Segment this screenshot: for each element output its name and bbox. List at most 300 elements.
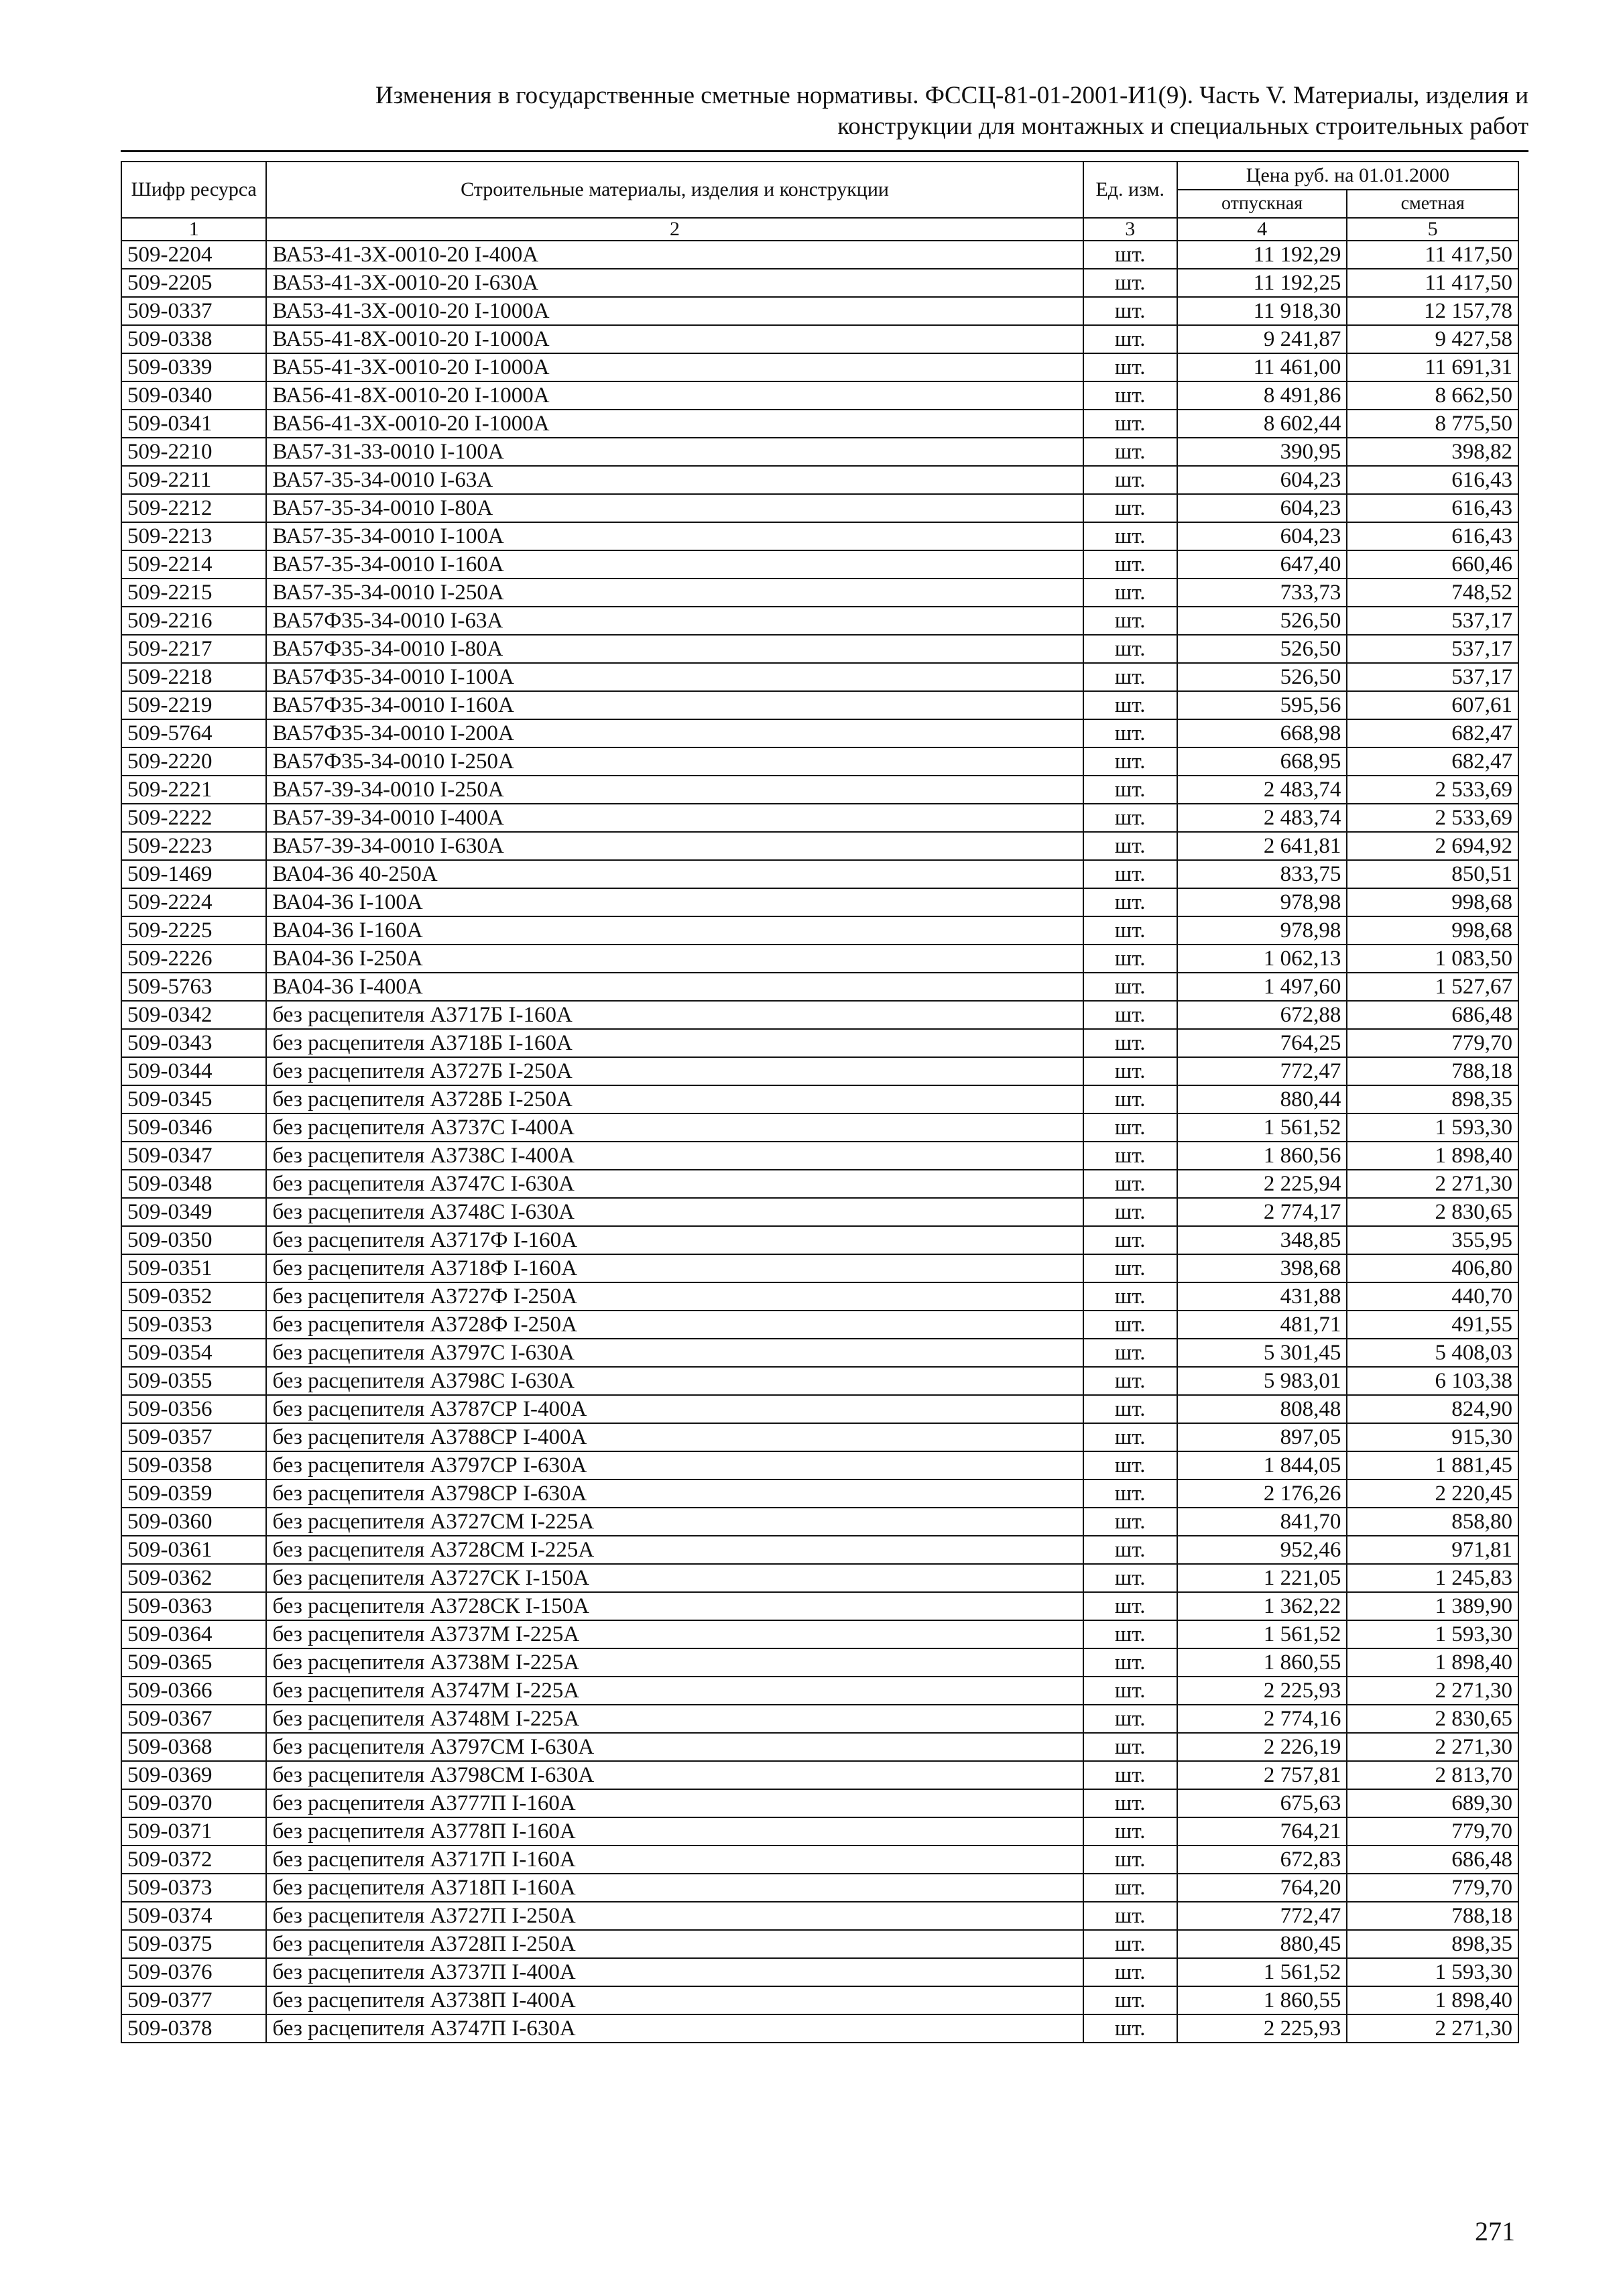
release-price: 481,71 bbox=[1177, 1311, 1347, 1339]
resource-code: 509-0364 bbox=[121, 1620, 266, 1648]
table-row bbox=[121, 466, 1518, 494]
material-name: без расцепителя А3727Ф I-250А bbox=[266, 1282, 1083, 1311]
resource-code: 509-2219 bbox=[121, 691, 266, 719]
column-number: 2 bbox=[266, 218, 1083, 241]
unit: шт. bbox=[1083, 888, 1177, 916]
resource-code: 509-0374 bbox=[121, 1902, 266, 1930]
unit: шт. bbox=[1083, 353, 1177, 381]
release-price: 1 561,52 bbox=[1177, 1958, 1347, 1986]
material-name: ВА53-41-3Х-0010-20 I-1000А bbox=[266, 297, 1083, 325]
resource-code: 509-0377 bbox=[121, 1986, 266, 2014]
estimate-price: 2 830,65 bbox=[1347, 1198, 1518, 1226]
release-price: 2 226,19 bbox=[1177, 1733, 1347, 1761]
release-price: 2 225,94 bbox=[1177, 1170, 1347, 1198]
resource-code: 509-0367 bbox=[121, 1705, 266, 1733]
release-price: 1 561,52 bbox=[1177, 1620, 1347, 1648]
estimate-price: 537,17 bbox=[1347, 663, 1518, 691]
material-name: без расцепителя А3717П I-160А bbox=[266, 1846, 1083, 1874]
release-price: 772,47 bbox=[1177, 1057, 1347, 1085]
column-number: 4 bbox=[1177, 218, 1347, 241]
release-price: 348,85 bbox=[1177, 1226, 1347, 1254]
unit: шт. bbox=[1083, 1311, 1177, 1339]
material-name: ВА04-36 I-100А bbox=[266, 888, 1083, 916]
estimate-price: 686,48 bbox=[1347, 1846, 1518, 1874]
unit: шт. bbox=[1083, 550, 1177, 579]
resource-code: 509-0345 bbox=[121, 1085, 266, 1113]
table-row bbox=[121, 325, 1518, 353]
resource-code: 509-2224 bbox=[121, 888, 266, 916]
release-price: 1 221,05 bbox=[1177, 1564, 1347, 1592]
release-price: 668,95 bbox=[1177, 747, 1347, 776]
table-row bbox=[121, 832, 1518, 860]
table-row bbox=[121, 1592, 1518, 1620]
material-name: без расцепителя А3738С I-400А bbox=[266, 1142, 1083, 1170]
estimate-price: 440,70 bbox=[1347, 1282, 1518, 1311]
material-name: без расцепителя А3718Б I-160А bbox=[266, 1029, 1083, 1057]
unit: шт. bbox=[1083, 916, 1177, 945]
resource-code: 509-0356 bbox=[121, 1395, 266, 1423]
table-row bbox=[121, 635, 1518, 663]
table-row bbox=[121, 1198, 1518, 1226]
unit: шт. bbox=[1083, 1367, 1177, 1395]
material-name: ВА57Ф35-34-0010 I-100А bbox=[266, 663, 1083, 691]
material-name: без расцепителя А3797СМ I-630А bbox=[266, 1733, 1083, 1761]
estimate-price: 2 271,30 bbox=[1347, 2014, 1518, 2043]
resource-code: 509-0357 bbox=[121, 1423, 266, 1451]
table-row bbox=[121, 719, 1518, 747]
estimate-price: 537,17 bbox=[1347, 635, 1518, 663]
material-name: ВА57-39-34-0010 I-250А bbox=[266, 776, 1083, 804]
unit: шт. bbox=[1083, 297, 1177, 325]
table-row bbox=[121, 522, 1518, 550]
table-row bbox=[121, 381, 1518, 410]
table-row bbox=[121, 1113, 1518, 1142]
estimate-price: 491,55 bbox=[1347, 1311, 1518, 1339]
estimate-price: 915,30 bbox=[1347, 1423, 1518, 1451]
unit: шт. bbox=[1083, 832, 1177, 860]
table-row bbox=[121, 1986, 1518, 2014]
estimate-price: 1 527,67 bbox=[1347, 973, 1518, 1001]
unit: шт. bbox=[1083, 1620, 1177, 1648]
unit: шт. bbox=[1083, 1170, 1177, 1198]
unit: шт. bbox=[1083, 607, 1177, 635]
release-price: 8 602,44 bbox=[1177, 410, 1347, 438]
unit: шт. bbox=[1083, 1423, 1177, 1451]
material-name: ВА57-35-34-0010 I-160А bbox=[266, 550, 1083, 579]
estimate-price: 1 593,30 bbox=[1347, 1620, 1518, 1648]
resource-code: 509-0337 bbox=[121, 297, 266, 325]
table-row bbox=[121, 1817, 1518, 1846]
unit: шт. bbox=[1083, 663, 1177, 691]
resource-code: 509-5764 bbox=[121, 719, 266, 747]
resource-code: 509-0365 bbox=[121, 1648, 266, 1677]
release-price: 808,48 bbox=[1177, 1395, 1347, 1423]
resource-code: 509-0362 bbox=[121, 1564, 266, 1592]
table-row bbox=[121, 579, 1518, 607]
material-name: ВА04-36 I-400А bbox=[266, 973, 1083, 1001]
estimate-price: 898,35 bbox=[1347, 1930, 1518, 1958]
estimate-price: 8 662,50 bbox=[1347, 381, 1518, 410]
resource-code: 509-0341 bbox=[121, 410, 266, 438]
material-name: без расцепителя А3717Ф I-160А bbox=[266, 1226, 1083, 1254]
estimate-price: 616,43 bbox=[1347, 494, 1518, 522]
unit: шт. bbox=[1083, 522, 1177, 550]
unit: шт. bbox=[1083, 1451, 1177, 1479]
unit: шт. bbox=[1083, 466, 1177, 494]
resource-code: 509-2220 bbox=[121, 747, 266, 776]
material-name: без расцепителя А3737М I-225А bbox=[266, 1620, 1083, 1648]
unit: шт. bbox=[1083, 1226, 1177, 1254]
unit: шт. bbox=[1083, 1705, 1177, 1733]
release-price: 772,47 bbox=[1177, 1902, 1347, 1930]
release-price: 11 918,30 bbox=[1177, 297, 1347, 325]
release-price: 11 461,00 bbox=[1177, 353, 1347, 381]
table-row bbox=[121, 1029, 1518, 1057]
unit: шт. bbox=[1083, 579, 1177, 607]
estimate-price: 779,70 bbox=[1347, 1874, 1518, 1902]
release-price: 11 192,29 bbox=[1177, 241, 1347, 269]
resource-code: 509-0370 bbox=[121, 1789, 266, 1817]
table-row bbox=[121, 663, 1518, 691]
column-number: 3 bbox=[1083, 218, 1177, 241]
release-price: 2 641,81 bbox=[1177, 832, 1347, 860]
estimate-price: 1 593,30 bbox=[1347, 1958, 1518, 1986]
column-number-row bbox=[121, 218, 1518, 241]
unit: шт. bbox=[1083, 1057, 1177, 1085]
unit: шт. bbox=[1083, 1930, 1177, 1958]
resource-code: 509-0348 bbox=[121, 1170, 266, 1198]
release-price: 604,23 bbox=[1177, 522, 1347, 550]
unit: шт. bbox=[1083, 1029, 1177, 1057]
unit: шт. bbox=[1083, 1564, 1177, 1592]
estimate-price: 971,81 bbox=[1347, 1536, 1518, 1564]
unit: шт. bbox=[1083, 635, 1177, 663]
unit: шт. bbox=[1083, 241, 1177, 269]
resource-code: 509-0361 bbox=[121, 1536, 266, 1564]
release-price: 841,70 bbox=[1177, 1508, 1347, 1536]
material-name: без расцепителя А3718Ф I-160А bbox=[266, 1254, 1083, 1282]
header-price: Цена руб. на 01.01.2000 bbox=[1177, 162, 1518, 190]
release-price: 672,83 bbox=[1177, 1846, 1347, 1874]
resource-code: 509-0359 bbox=[121, 1479, 266, 1508]
estimate-price: 11 691,31 bbox=[1347, 353, 1518, 381]
material-name: без расцепителя А3737П I-400А bbox=[266, 1958, 1083, 1986]
resource-code: 509-0376 bbox=[121, 1958, 266, 1986]
unit: шт. bbox=[1083, 1536, 1177, 1564]
estimate-price: 788,18 bbox=[1347, 1902, 1518, 1930]
release-price: 897,05 bbox=[1177, 1423, 1347, 1451]
table-row bbox=[121, 1508, 1518, 1536]
material-name: без расцепителя А3777П I-160А bbox=[266, 1789, 1083, 1817]
release-price: 880,44 bbox=[1177, 1085, 1347, 1113]
unit: шт. bbox=[1083, 1902, 1177, 1930]
release-price: 9 241,87 bbox=[1177, 325, 1347, 353]
table-row bbox=[121, 2014, 1518, 2043]
material-name: без расцепителя А3737С I-400А bbox=[266, 1113, 1083, 1142]
table-row bbox=[121, 1677, 1518, 1705]
unit: шт. bbox=[1083, 1789, 1177, 1817]
table-row bbox=[121, 1564, 1518, 1592]
estimate-price: 2 220,45 bbox=[1347, 1479, 1518, 1508]
material-name: ВА57-39-34-0010 I-400А bbox=[266, 804, 1083, 832]
material-name: без расцепителя А3718П I-160А bbox=[266, 1874, 1083, 1902]
release-price: 668,98 bbox=[1177, 719, 1347, 747]
unit: шт. bbox=[1083, 1733, 1177, 1761]
table-row bbox=[121, 1282, 1518, 1311]
unit: шт. bbox=[1083, 269, 1177, 297]
resource-code: 509-2226 bbox=[121, 945, 266, 973]
resource-code: 509-0342 bbox=[121, 1001, 266, 1029]
estimate-price: 682,47 bbox=[1347, 747, 1518, 776]
table-row bbox=[121, 1733, 1518, 1761]
material-name: ВА57-35-34-0010 I-63А bbox=[266, 466, 1083, 494]
resource-code: 509-0358 bbox=[121, 1451, 266, 1479]
estimate-price: 1 898,40 bbox=[1347, 1986, 1518, 2014]
header-line-2: конструкции для монтажных и специальных строительных работ bbox=[837, 113, 1528, 140]
table-row bbox=[121, 241, 1518, 269]
table-body bbox=[121, 241, 1518, 2043]
unit: шт. bbox=[1083, 1874, 1177, 1902]
page-header bbox=[121, 80, 1528, 142]
resource-code: 509-0347 bbox=[121, 1142, 266, 1170]
material-name: без расцепителя А3728СК I-150А bbox=[266, 1592, 1083, 1620]
release-price: 1 497,60 bbox=[1177, 973, 1347, 1001]
estimate-price: 398,82 bbox=[1347, 438, 1518, 466]
unit: шт. bbox=[1083, 1395, 1177, 1423]
estimate-price: 2 533,69 bbox=[1347, 776, 1518, 804]
unit: шт. bbox=[1083, 945, 1177, 973]
unit: шт. bbox=[1083, 1761, 1177, 1789]
release-price: 526,50 bbox=[1177, 635, 1347, 663]
release-price: 2 483,74 bbox=[1177, 804, 1347, 832]
material-name: ВА57Ф35-34-0010 I-160А bbox=[266, 691, 1083, 719]
unit: шт. bbox=[1083, 1986, 1177, 2014]
estimate-price: 748,52 bbox=[1347, 579, 1518, 607]
estimate-price: 779,70 bbox=[1347, 1029, 1518, 1057]
column-number: 5 bbox=[1347, 218, 1518, 241]
material-name: без расцепителя А3747П I-630А bbox=[266, 2014, 1083, 2043]
table-row bbox=[121, 973, 1518, 1001]
estimate-price: 9 427,58 bbox=[1347, 325, 1518, 353]
resource-code: 509-0354 bbox=[121, 1339, 266, 1367]
table-row bbox=[121, 1930, 1518, 1958]
estimate-price: 2 271,30 bbox=[1347, 1677, 1518, 1705]
table-row bbox=[121, 916, 1518, 945]
material-name: без расцепителя А3727П I-250А bbox=[266, 1902, 1083, 1930]
estimate-price: 537,17 bbox=[1347, 607, 1518, 635]
resource-code: 509-2214 bbox=[121, 550, 266, 579]
estimate-price: 2 533,69 bbox=[1347, 804, 1518, 832]
resource-code: 509-2210 bbox=[121, 438, 266, 466]
header-rule bbox=[121, 150, 1528, 152]
resource-code: 509-2212 bbox=[121, 494, 266, 522]
release-price: 764,20 bbox=[1177, 1874, 1347, 1902]
release-price: 733,73 bbox=[1177, 579, 1347, 607]
release-price: 2 225,93 bbox=[1177, 2014, 1347, 2043]
resource-code: 509-0353 bbox=[121, 1311, 266, 1339]
estimate-price: 898,35 bbox=[1347, 1085, 1518, 1113]
resource-code: 509-0355 bbox=[121, 1367, 266, 1395]
table-row bbox=[121, 1001, 1518, 1029]
resource-code: 509-0369 bbox=[121, 1761, 266, 1789]
table-row bbox=[121, 1451, 1518, 1479]
table-row bbox=[121, 550, 1518, 579]
release-price: 833,75 bbox=[1177, 860, 1347, 888]
table-row bbox=[121, 269, 1518, 297]
table-row bbox=[121, 1254, 1518, 1282]
material-name: без расцепителя А3797СР I-630А bbox=[266, 1451, 1083, 1479]
unit: шт. bbox=[1083, 1001, 1177, 1029]
unit: шт. bbox=[1083, 381, 1177, 410]
estimate-price: 689,30 bbox=[1347, 1789, 1518, 1817]
resource-code: 509-0373 bbox=[121, 1874, 266, 1902]
material-name: без расцепителя А3798СМ I-630А bbox=[266, 1761, 1083, 1789]
table-row bbox=[121, 494, 1518, 522]
release-price: 604,23 bbox=[1177, 466, 1347, 494]
table-row bbox=[121, 888, 1518, 916]
estimate-price: 5 408,03 bbox=[1347, 1339, 1518, 1367]
unit: шт. bbox=[1083, 1198, 1177, 1226]
unit: шт. bbox=[1083, 410, 1177, 438]
material-name: без расцепителя А3728СМ I-225А bbox=[266, 1536, 1083, 1564]
header-code: Шифр ресурса bbox=[121, 162, 266, 218]
table-row bbox=[121, 1085, 1518, 1113]
release-price: 1 844,05 bbox=[1177, 1451, 1347, 1479]
release-price: 2 757,81 bbox=[1177, 1761, 1347, 1789]
material-name: ВА57-35-34-0010 I-100А bbox=[266, 522, 1083, 550]
resource-code: 509-2217 bbox=[121, 635, 266, 663]
release-price: 1 062,13 bbox=[1177, 945, 1347, 973]
unit: шт. bbox=[1083, 719, 1177, 747]
estimate-price: 1 083,50 bbox=[1347, 945, 1518, 973]
release-price: 595,56 bbox=[1177, 691, 1347, 719]
unit: шт. bbox=[1083, 1142, 1177, 1170]
materials-table bbox=[121, 161, 1519, 2043]
release-price: 880,45 bbox=[1177, 1930, 1347, 1958]
release-price: 2 225,93 bbox=[1177, 1677, 1347, 1705]
header-unit: Ед. изм. bbox=[1083, 162, 1177, 218]
release-price: 2 774,17 bbox=[1177, 1198, 1347, 1226]
unit: шт. bbox=[1083, 1479, 1177, 1508]
table-row bbox=[121, 1367, 1518, 1395]
unit: шт. bbox=[1083, 1508, 1177, 1536]
resource-code: 509-0375 bbox=[121, 1930, 266, 1958]
estimate-price: 2 813,70 bbox=[1347, 1761, 1518, 1789]
table-row bbox=[121, 297, 1518, 325]
material-name: без расцепителя А3728Ф I-250А bbox=[266, 1311, 1083, 1339]
table-row bbox=[121, 691, 1518, 719]
table-row bbox=[121, 945, 1518, 973]
estimate-price: 2 271,30 bbox=[1347, 1733, 1518, 1761]
estimate-price: 1 898,40 bbox=[1347, 1142, 1518, 1170]
resource-code: 509-0350 bbox=[121, 1226, 266, 1254]
table-row bbox=[121, 438, 1518, 466]
material-name: без расцепителя А3747С I-630А bbox=[266, 1170, 1083, 1198]
release-price: 2 176,26 bbox=[1177, 1479, 1347, 1508]
material-name: без расцепителя А3797С I-630А bbox=[266, 1339, 1083, 1367]
material-name: без расцепителя А3798С I-630А bbox=[266, 1367, 1083, 1395]
material-name: без расцепителя А3717Б I-160А bbox=[266, 1001, 1083, 1029]
unit: шт. bbox=[1083, 1254, 1177, 1282]
unit: шт. bbox=[1083, 1817, 1177, 1846]
resource-code: 509-0372 bbox=[121, 1846, 266, 1874]
release-price: 675,63 bbox=[1177, 1789, 1347, 1817]
estimate-price: 1 389,90 bbox=[1347, 1592, 1518, 1620]
resource-code: 509-0338 bbox=[121, 325, 266, 353]
material-name: ВА55-41-3Х-0010-20 I-1000А bbox=[266, 353, 1083, 381]
unit: шт. bbox=[1083, 691, 1177, 719]
header-estimate-price: сметная bbox=[1347, 190, 1518, 218]
estimate-price: 824,90 bbox=[1347, 1395, 1518, 1423]
estimate-price: 11 417,50 bbox=[1347, 269, 1518, 297]
resource-code: 509-0366 bbox=[121, 1677, 266, 1705]
material-name: без расцепителя А3727Б I-250А bbox=[266, 1057, 1083, 1085]
resource-code: 509-0363 bbox=[121, 1592, 266, 1620]
material-name: без расцепителя А3778П I-160А bbox=[266, 1817, 1083, 1846]
material-name: ВА57-35-34-0010 I-80А bbox=[266, 494, 1083, 522]
page-number: 271 bbox=[1475, 2216, 1515, 2246]
unit: шт. bbox=[1083, 1648, 1177, 1677]
material-name: ВА57Ф35-34-0010 I-63А bbox=[266, 607, 1083, 635]
table-row bbox=[121, 1170, 1518, 1198]
release-price: 764,25 bbox=[1177, 1029, 1347, 1057]
table-row bbox=[121, 1958, 1518, 1986]
table-row bbox=[121, 410, 1518, 438]
resource-code: 509-2205 bbox=[121, 269, 266, 297]
material-name: ВА04-36 I-160А bbox=[266, 916, 1083, 945]
resource-code: 509-0378 bbox=[121, 2014, 266, 2043]
estimate-price: 11 417,50 bbox=[1347, 241, 1518, 269]
release-price: 1 860,56 bbox=[1177, 1142, 1347, 1170]
table-row bbox=[121, 353, 1518, 381]
table-row bbox=[121, 1620, 1518, 1648]
material-name: без расцепителя А3748С I-630А bbox=[266, 1198, 1083, 1226]
release-price: 398,68 bbox=[1177, 1254, 1347, 1282]
resource-code: 509-0349 bbox=[121, 1198, 266, 1226]
table-row bbox=[121, 1142, 1518, 1170]
estimate-price: 1 898,40 bbox=[1347, 1648, 1518, 1677]
unit: шт. bbox=[1083, 1085, 1177, 1113]
resource-code: 509-2216 bbox=[121, 607, 266, 635]
release-price: 431,88 bbox=[1177, 1282, 1347, 1311]
release-price: 1 860,55 bbox=[1177, 1986, 1347, 2014]
resource-code: 509-0343 bbox=[121, 1029, 266, 1057]
material-name: без расцепителя А3738П I-400А bbox=[266, 1986, 1083, 2014]
estimate-price: 1 593,30 bbox=[1347, 1113, 1518, 1142]
material-name: без расцепителя А3738М I-225А bbox=[266, 1648, 1083, 1677]
material-name: ВА57Ф35-34-0010 I-200А bbox=[266, 719, 1083, 747]
material-name: без расцепителя А3787СР I-400А bbox=[266, 1395, 1083, 1423]
release-price: 526,50 bbox=[1177, 607, 1347, 635]
resource-code: 509-2211 bbox=[121, 466, 266, 494]
estimate-price: 682,47 bbox=[1347, 719, 1518, 747]
material-name: ВА04-36 40-250А bbox=[266, 860, 1083, 888]
estimate-price: 6 103,38 bbox=[1347, 1367, 1518, 1395]
unit: шт. bbox=[1083, 494, 1177, 522]
table-row bbox=[121, 1395, 1518, 1423]
estimate-price: 788,18 bbox=[1347, 1057, 1518, 1085]
table-row bbox=[121, 607, 1518, 635]
material-name: ВА04-36 I-250А bbox=[266, 945, 1083, 973]
material-name: ВА57Ф35-34-0010 I-80А bbox=[266, 635, 1083, 663]
estimate-price: 1 881,45 bbox=[1347, 1451, 1518, 1479]
estimate-price: 858,80 bbox=[1347, 1508, 1518, 1536]
release-price: 764,21 bbox=[1177, 1817, 1347, 1846]
table-row bbox=[121, 1339, 1518, 1367]
release-price: 5 983,01 bbox=[1177, 1367, 1347, 1395]
table-row bbox=[121, 860, 1518, 888]
resource-code: 509-0360 bbox=[121, 1508, 266, 1536]
